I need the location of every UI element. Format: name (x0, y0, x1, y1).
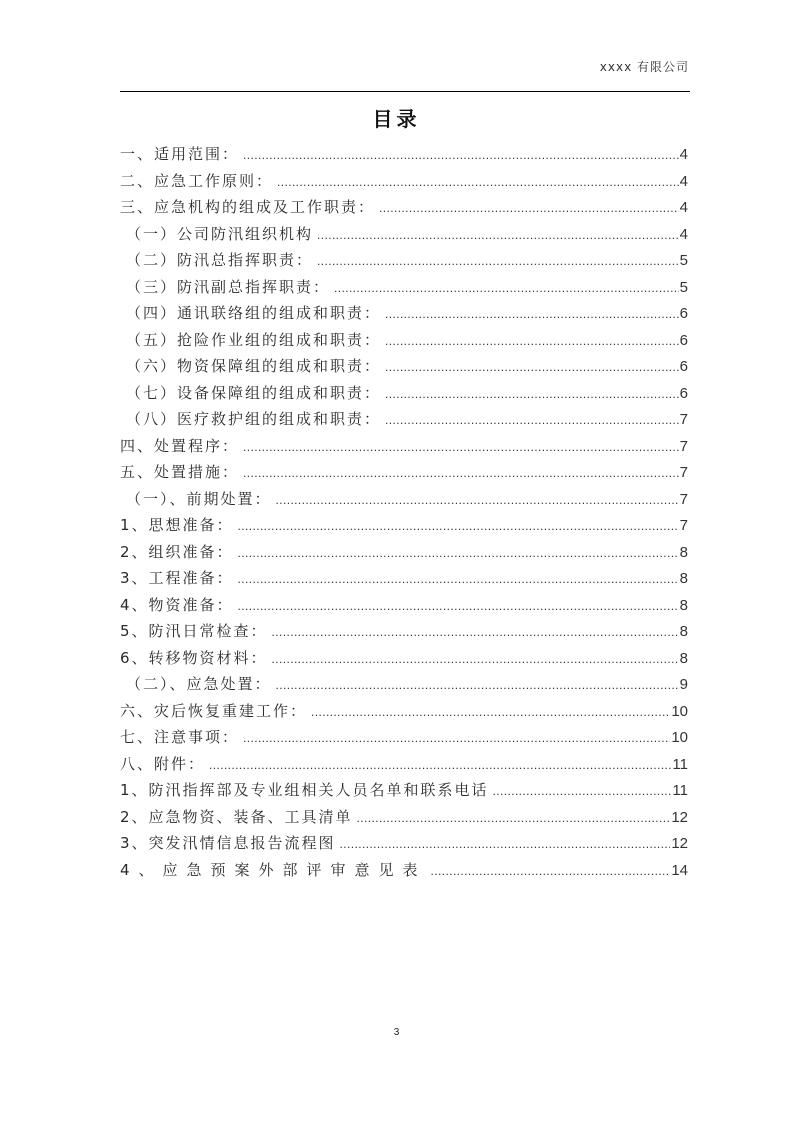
toc-entry-page: 6 (679, 305, 688, 322)
toc-entry-page: 4 (679, 146, 688, 163)
toc-entry-page: 8 (679, 649, 688, 667)
dot-leader (385, 381, 679, 408)
dot-leader (238, 593, 679, 620)
toc-entry-page: 5 (679, 252, 688, 269)
toc-entry-label: 五、处置措施： (120, 463, 240, 481)
toc-entry-page: 8 (679, 570, 688, 587)
dot-leader (385, 328, 679, 355)
dot-leader (243, 434, 679, 461)
toc-entry[interactable] (120, 353, 688, 380)
toc-entry[interactable] (120, 380, 688, 407)
dot-leader (385, 407, 679, 434)
toc-entry-page: 6 (679, 331, 688, 349)
toc-entry[interactable] (120, 168, 688, 195)
toc-entry-page: 6 (679, 358, 688, 375)
toc-entry[interactable] (120, 247, 688, 274)
toc-entry[interactable] (120, 512, 688, 539)
toc-entry-label: 3、突发汛情信息报告流程图 (120, 834, 336, 852)
toc-entry-label: 三、应急机构的组成及工作职责： (120, 198, 376, 216)
dot-leader (431, 858, 671, 885)
toc-entry-page: 8 (679, 543, 688, 561)
toc-entry-page: 10 (671, 702, 688, 720)
page-number: 3 (393, 1027, 400, 1038)
toc-entry[interactable] (120, 327, 688, 354)
toc-entry[interactable] (120, 857, 688, 884)
toc-entry[interactable] (120, 406, 688, 433)
toc-title: 目录 (372, 107, 421, 131)
dot-leader (272, 646, 679, 673)
toc-entry-label: 6、转移物资材料： (120, 648, 268, 667)
dot-leader (379, 195, 679, 222)
toc-entry-label: （五）抢险作业组的组成和职责： (126, 330, 382, 349)
dot-leader (272, 619, 679, 646)
toc-entry-label: 1、思想准备： (120, 516, 234, 534)
dot-leader (311, 699, 670, 726)
dot-leader (493, 778, 672, 805)
toc-entry-page: 7 (679, 437, 688, 455)
dot-leader (357, 805, 671, 832)
toc-entry-label: 2、组织准备： (120, 542, 234, 561)
toc-entry-page: 7 (679, 411, 688, 428)
toc-entry-page: 7 (679, 490, 688, 508)
toc-entry-page: 5 (679, 278, 688, 296)
toc-entry[interactable] (120, 618, 688, 645)
toc-entry-label: 七、注意事项： (120, 728, 240, 746)
toc-entry-page: 4 (679, 199, 688, 216)
dot-leader (385, 301, 679, 328)
table-of-contents (120, 141, 688, 883)
toc-entry-label: 1、防汛指挥部及专业组相关人员名单和联系电话 (120, 781, 489, 799)
toc-entry-label: （四）通讯联络组的组成和职责： (126, 304, 382, 322)
toc-entry[interactable] (120, 592, 688, 619)
toc-entry-page: 8 (679, 623, 688, 640)
toc-entry-page: 14 (671, 861, 688, 879)
toc-entry[interactable] (120, 539, 688, 566)
toc-entry-page: 7 (679, 517, 688, 534)
toc-entry-page: 10 (671, 729, 688, 746)
toc-entry[interactable] (120, 433, 688, 460)
toc-entry-label: 4、应急预案外部评审意见表 (120, 860, 427, 879)
toc-entry-label: 六、灾后恢复重建工作： (120, 701, 308, 720)
dot-leader (317, 248, 679, 275)
dot-leader (238, 540, 679, 567)
dot-leader (334, 275, 679, 302)
dot-leader (209, 752, 671, 779)
toc-entry-page: 7 (679, 464, 688, 481)
toc-entry-page: 11 (672, 782, 688, 799)
toc-entry-label: （七）设备保障组的组成和职责： (126, 383, 382, 402)
dot-leader (276, 672, 679, 699)
toc-entry-page: 8 (679, 596, 688, 614)
toc-entry-page: 9 (679, 676, 688, 693)
toc-entry-label: 一、适用范围： (120, 145, 240, 163)
toc-entry[interactable] (120, 300, 688, 327)
toc-entry-page: 12 (671, 808, 688, 826)
toc-entry-label: （一）、前期处置： (126, 489, 272, 508)
toc-entry-label: 3、工程准备： (120, 569, 234, 587)
dot-leader (238, 566, 679, 593)
toc-entry-page: 6 (679, 384, 688, 402)
toc-entry-label: 四、处置程序： (120, 436, 240, 455)
toc-entry[interactable] (120, 194, 688, 221)
toc-entry-label: （三）防汛副总指挥职责： (126, 277, 331, 296)
dot-leader (243, 142, 679, 169)
toc-entry-page: 4 (679, 172, 688, 190)
toc-entry[interactable] (120, 671, 688, 698)
page-header-company: xxxx 有限公司 (599, 60, 689, 74)
toc-entry[interactable] (120, 565, 688, 592)
toc-entry-page: 11 (672, 755, 688, 773)
toc-entry[interactable] (120, 645, 688, 672)
toc-entry-label: 2、应急物资、装备、工具清单 (120, 807, 353, 826)
dot-leader (243, 725, 670, 752)
toc-entry[interactable] (120, 804, 688, 831)
dot-leader (385, 354, 679, 381)
dot-leader (340, 831, 671, 858)
toc-entry[interactable] (120, 274, 688, 301)
toc-entry[interactable] (120, 724, 688, 751)
toc-entry-label: 二、应急工作原则： (120, 171, 274, 190)
dot-leader (276, 487, 679, 514)
toc-entry-label: （二）防汛总指挥职责： (126, 251, 314, 269)
toc-entry-label: （一）公司防汛组织机构 (126, 224, 314, 243)
toc-entry-page: 4 (679, 225, 688, 243)
toc-entry[interactable] (120, 830, 688, 857)
toc-entry[interactable] (120, 486, 688, 513)
toc-entry[interactable] (120, 751, 688, 778)
toc-entry-label: 八、附件： (120, 754, 206, 773)
toc-entry[interactable] (120, 459, 688, 486)
toc-entry[interactable] (120, 777, 688, 804)
toc-entry-page: 12 (671, 835, 688, 852)
dot-leader (243, 460, 679, 487)
toc-entry-label: （八）医疗救护组的组成和职责： (126, 410, 382, 428)
dot-leader (238, 513, 679, 540)
toc-entry[interactable] (120, 698, 688, 725)
toc-entry-label: （六）物资保障组的组成和职责： (126, 357, 382, 375)
dot-leader (317, 222, 679, 249)
toc-entry-label: 5、防汛日常检查： (120, 622, 268, 640)
toc-entry-label: 4、物资准备： (120, 595, 234, 614)
toc-entry-label: （二）、应急处置： (126, 675, 272, 693)
header-rule (120, 91, 690, 92)
toc-entry[interactable] (120, 221, 688, 248)
dot-leader (277, 169, 679, 196)
toc-entry[interactable] (120, 141, 688, 168)
